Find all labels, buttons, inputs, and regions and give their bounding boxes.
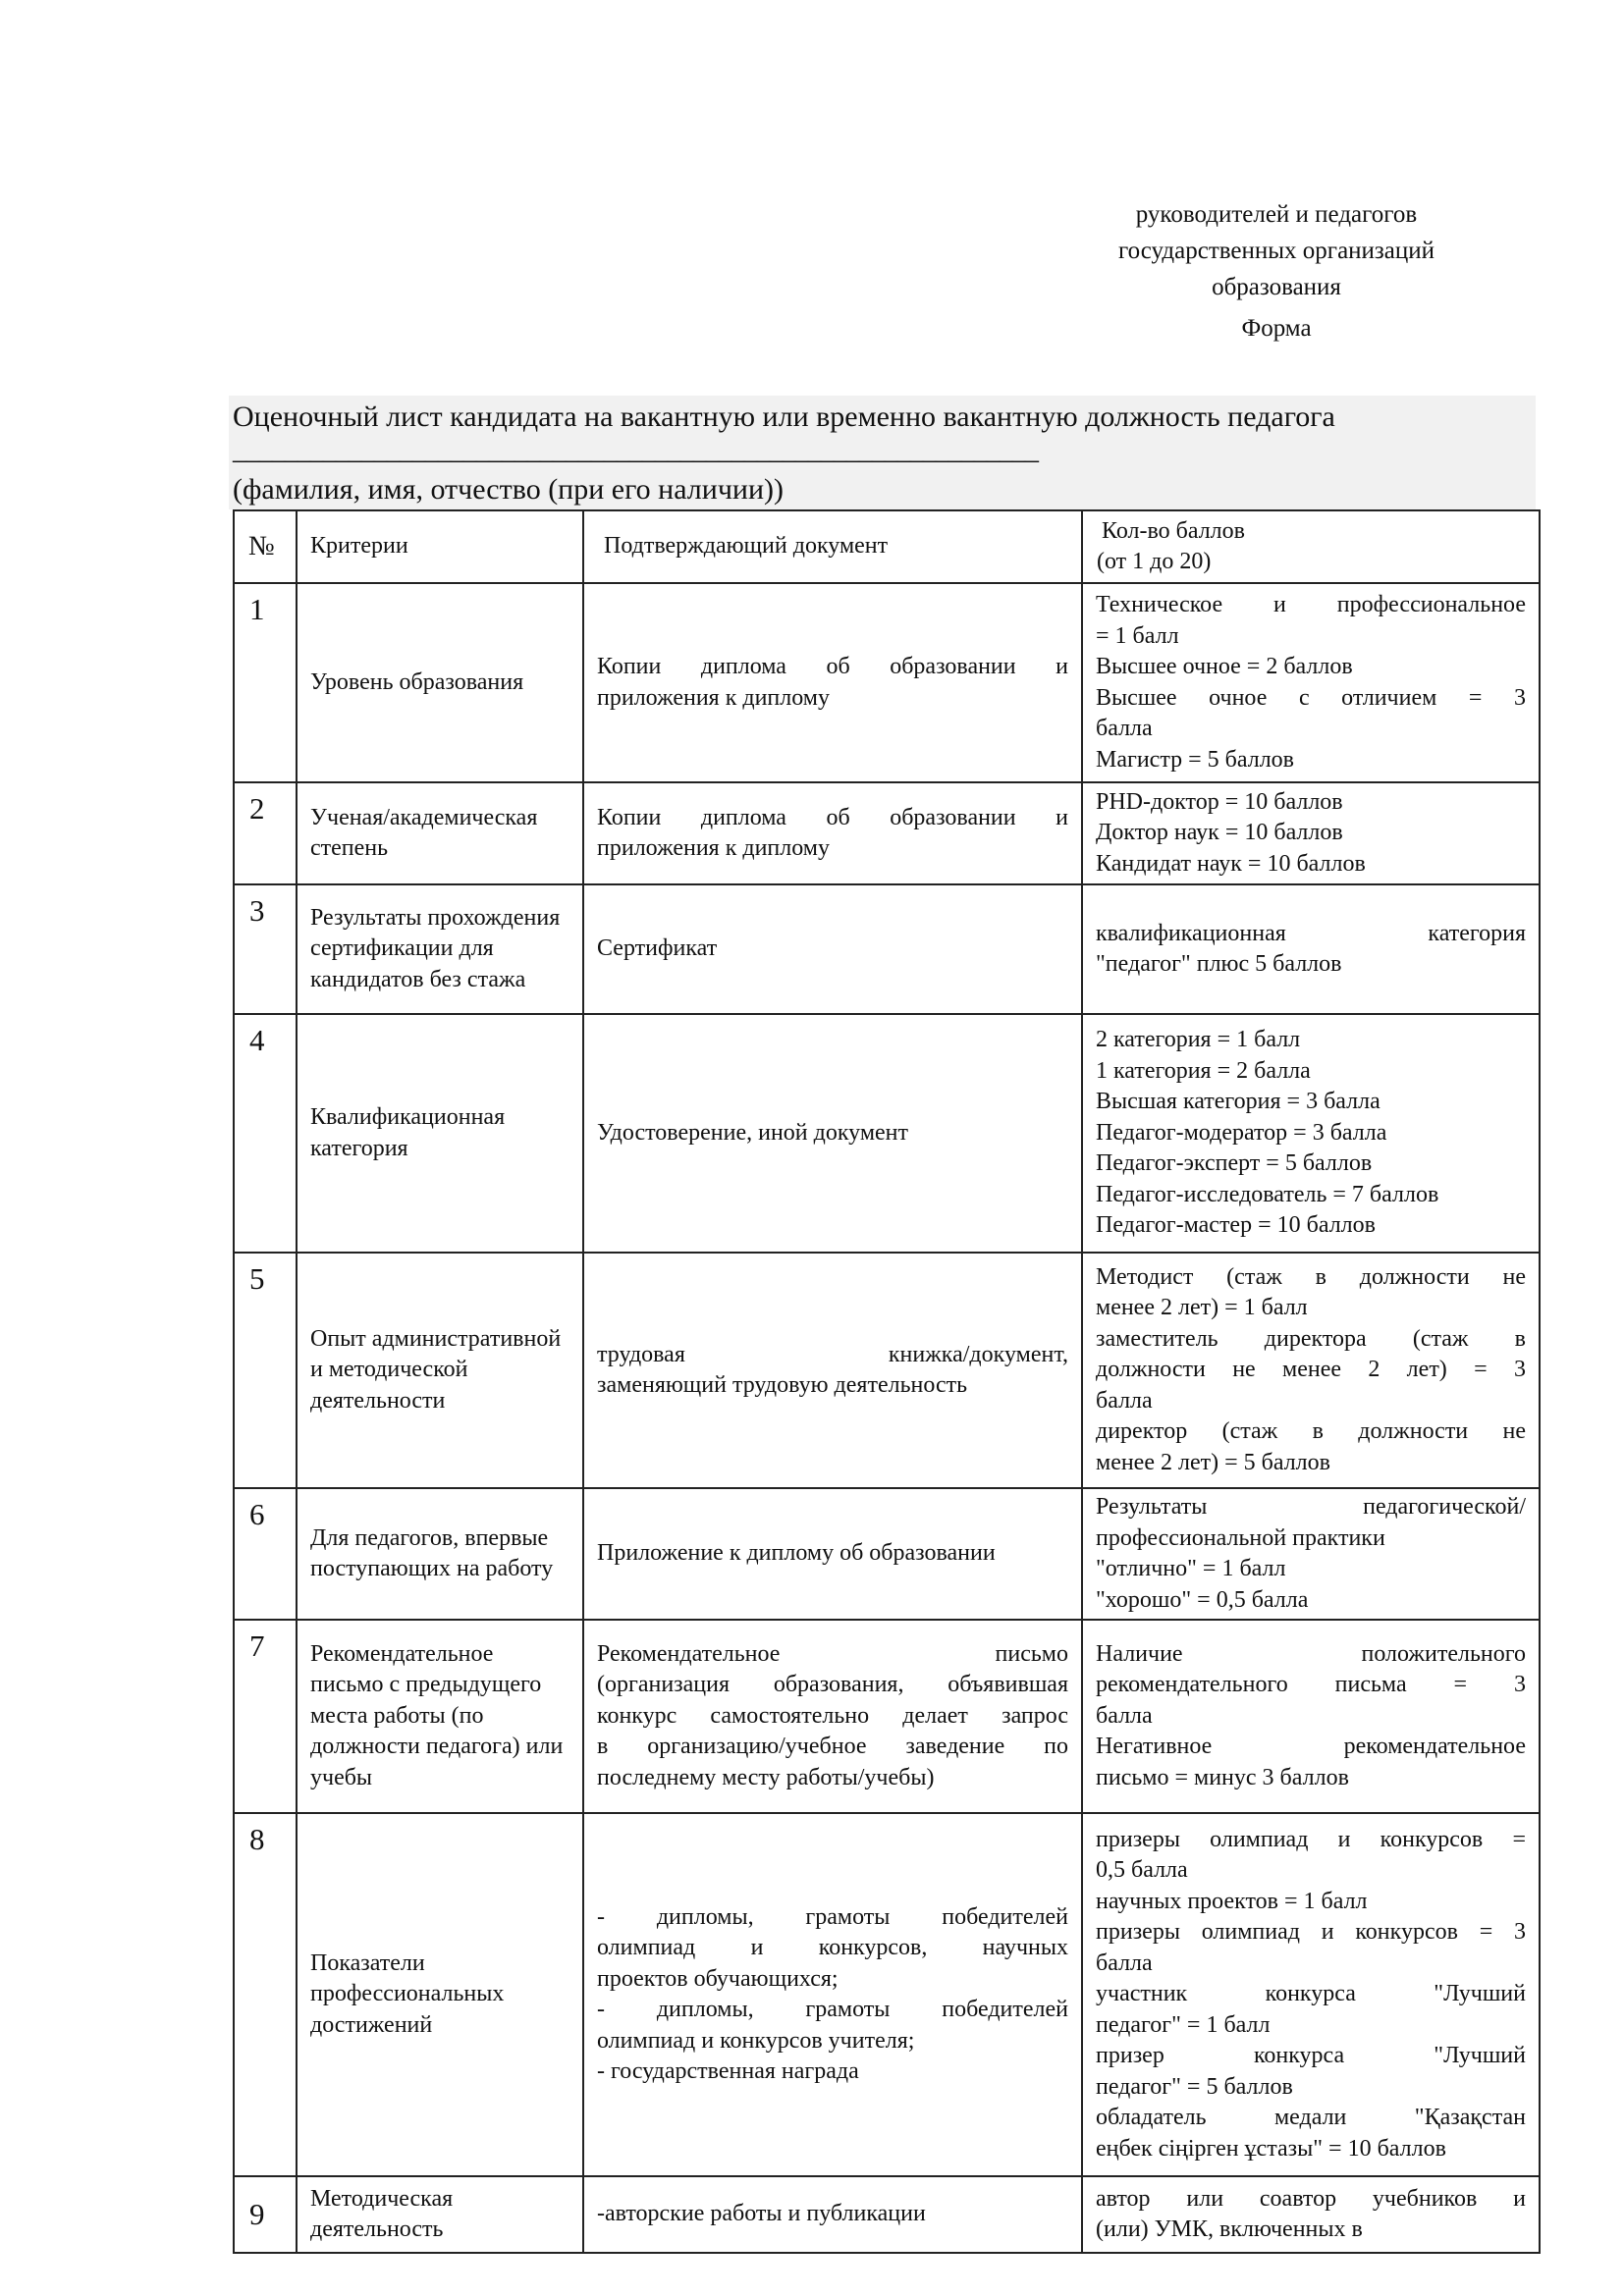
points-line: Педагог-исследователь = 7 баллов [1096, 1181, 1439, 1207]
points-line: менее 2 лет) = 1 балл [1096, 1295, 1308, 1321]
points-line: 1 категория = 2 балла [1096, 1057, 1311, 1084]
points-line: = 1 балл [1096, 622, 1179, 649]
points-line: Методист (стаж в должности не [1096, 1263, 1526, 1290]
points-line: должности не менее 2 лет) = 3 [1096, 1357, 1526, 1383]
table-row [234, 884, 1540, 1014]
document-line: проектов обучающихся; [597, 1965, 839, 1992]
points-line: автор или соавтор учебников и [1096, 2185, 1526, 2212]
points-cell [1082, 884, 1540, 1014]
header-document: Подтверждающий документ [583, 510, 1082, 583]
header-points [1082, 510, 1540, 583]
points-cell [1082, 782, 1540, 884]
points-cell [1082, 2176, 1540, 2253]
document-cell [583, 1813, 1082, 2176]
row-number: 2 [234, 782, 297, 884]
points-cell [1082, 1813, 1540, 2176]
points-line: призеры олимпиад и конкурсов = [1096, 1826, 1526, 1852]
document-line: в организацию/учебное заведение по [597, 1734, 1068, 1760]
points-line: (или) УМК, включенных в [1096, 2216, 1363, 2242]
document-line: -авторские работы и публикации [597, 2201, 926, 2227]
document-cell [583, 1488, 1082, 1620]
points-line: письмо = минус 3 баллов [1096, 1764, 1349, 1790]
points-line: балла [1096, 1387, 1153, 1414]
row-number: 1 [234, 583, 297, 782]
name-caption: (фамилия, имя, отчество (при его наличии)) [233, 473, 785, 506]
points-line: обладатель медали "Қазақстан [1096, 2105, 1526, 2131]
document-line: Рекомендательное письмо [597, 1640, 1068, 1667]
points-line: директор (стаж в должности не [1096, 1418, 1526, 1445]
document-line: олимпиад и конкурсов учителя; [597, 2027, 915, 2054]
points-line: балла [1096, 716, 1153, 741]
points-line: Результаты педагогической/ [1096, 1494, 1526, 1520]
criteria-cell: Методическая деятельность [297, 2176, 583, 2253]
points-line: рекомендательного письма = 3 [1096, 1672, 1526, 1698]
document-cell [583, 1253, 1082, 1488]
table-row [234, 2176, 1540, 2253]
document-line: Копии диплома об образовании и [597, 654, 1068, 679]
points-cell [1082, 1620, 1540, 1813]
criteria-cell: Рекомендательное письмо с предыдущего места работы (по должности педагога) или учебы [297, 1620, 583, 1813]
points-line: профессиональной практики [1096, 1524, 1385, 1551]
document-line: конкурс самостоятельно делает запрос [597, 1702, 1068, 1729]
name-underline: _______________________________________________________________ [233, 433, 1037, 465]
points-line: педагог" = 1 балл [1096, 2011, 1271, 2038]
points-cell [1082, 583, 1540, 782]
points-line: Техническое и профессиональное [1096, 592, 1526, 617]
row-number: 3 [234, 884, 297, 1014]
document-cell [583, 1620, 1082, 1813]
header-line-2: государственных организаций [1117, 238, 1435, 264]
points-line: научных проектов = 1 балл [1096, 1888, 1368, 1914]
row-number: 6 [234, 1488, 297, 1620]
document-line: приложения к диплому [597, 684, 830, 711]
table-row [234, 1488, 1540, 1620]
document-cell [583, 782, 1082, 884]
table-row [234, 1620, 1540, 1813]
form-label: Форма [1241, 315, 1312, 342]
table-row [234, 782, 1540, 884]
table-row [234, 1014, 1540, 1253]
header-points-line-1: Кол-во баллов [1102, 517, 1245, 544]
document-line: (организация образования, объявившая [597, 1672, 1068, 1698]
points-line: Педагог-эксперт = 5 баллов [1096, 1150, 1373, 1177]
points-line: менее 2 лет) = 5 баллов [1096, 1449, 1330, 1475]
points-line: Высшая категория = 3 балла [1096, 1089, 1380, 1115]
points-line: балла [1096, 1702, 1153, 1729]
document-line: Удостоверение, иной документ [597, 1119, 909, 1146]
document-line: Приложение к диплому об образовании [597, 1540, 996, 1567]
table-row [234, 1813, 1540, 2176]
sheet-title: Оценочный лист кандидата на вакантную или временно вакантную должность педагога [233, 400, 1335, 433]
points-line: "хорошо" = 0,5 балла [1096, 1586, 1309, 1613]
document-cell [583, 1014, 1082, 1253]
document-line: - дипломы, грамоты победителей [597, 1903, 1068, 1930]
points-line: еңбек сіңірген ұстазы" = 10 баллов [1096, 2135, 1446, 2162]
points-line: Доктор наук = 10 баллов [1096, 820, 1343, 846]
points-line: педагог" = 5 баллов [1096, 2073, 1293, 2100]
document-cell [583, 583, 1082, 782]
document-line: - государственная награда [597, 2058, 859, 2084]
document-line: последнему месту работы/учебы) [597, 1764, 935, 1790]
document-line: Сертификат [597, 935, 718, 962]
points-line: Педагог-мастер = 10 баллов [1096, 1212, 1376, 1239]
criteria-cell: Результаты прохождения сертификации для кандидатов без стажа [297, 884, 583, 1014]
document-line: приложения к диплому [597, 835, 830, 861]
header-num: № [234, 510, 297, 583]
points-line: "отлично" = 1 балл [1096, 1556, 1286, 1581]
points-line: Наличие положительного [1096, 1640, 1526, 1667]
points-cell [1082, 1014, 1540, 1253]
points-line: Магистр = 5 баллов [1096, 746, 1295, 773]
criteria-cell: Квалификационная категория [297, 1014, 583, 1253]
points-line: Негативное рекомендательное [1096, 1734, 1526, 1760]
points-line: Педагог-модератор = 3 балла [1096, 1119, 1387, 1146]
criteria-cell: Опыт административной и методической деятельности [297, 1253, 583, 1488]
points-line: Высшее очное = 2 баллов [1096, 654, 1353, 679]
criteria-cell: Показатели профессиональных достижений [297, 1813, 583, 2176]
header-line-3: образования [1212, 274, 1341, 300]
table-row [234, 583, 1540, 782]
document-header [1060, 196, 1492, 347]
points-cell [1082, 1488, 1540, 1620]
row-number: 5 [234, 1253, 297, 1488]
row-number: 7 [234, 1620, 297, 1813]
points-line: квалификационная категория [1096, 920, 1526, 946]
points-cell [1082, 1253, 1540, 1488]
document-line: олимпиад и конкурсов, научных [597, 1935, 1068, 1960]
points-line: 2 категория = 1 балл [1096, 1027, 1301, 1053]
criteria-cell: Уровень образования [297, 583, 583, 782]
points-line: призеры олимпиад и конкурсов = 3 [1096, 1919, 1526, 1946]
points-line: балла [1096, 1949, 1153, 1976]
document-line: трудовая книжка/документ, [597, 1341, 1068, 1367]
document-line: заменяющий трудовую деятельность [597, 1372, 968, 1398]
header-points-line-2: (от 1 до 20) [1097, 549, 1212, 574]
row-number: 8 [234, 1813, 297, 2176]
table-row [234, 1253, 1540, 1488]
points-line: PHD-доктор = 10 баллов [1096, 788, 1343, 815]
criteria-cell: Ученая/академическая степень [297, 782, 583, 884]
header-criteria: Критерии [297, 510, 583, 583]
points-line: Кандидат наук = 10 баллов [1096, 850, 1366, 877]
document-line: - дипломы, грамоты победителей [597, 1997, 1068, 2022]
evaluation-table [233, 509, 1541, 2254]
points-line: участник конкурса "Лучший [1096, 1981, 1526, 2007]
document-cell [583, 884, 1082, 1014]
table-header-row [234, 510, 1540, 583]
criteria-cell: Для педагогов, впервые поступающих на работу [297, 1488, 583, 1620]
row-number: 4 [234, 1014, 297, 1253]
document-cell [583, 2176, 1082, 2253]
points-line: заместитель директора (стаж в [1096, 1325, 1526, 1352]
row-number: 9 [234, 2176, 297, 2253]
title-band [229, 396, 1536, 509]
header-line-1: руководителей и педагогов [1135, 201, 1418, 228]
document-line: Копии диплома об образовании и [597, 804, 1068, 830]
points-line: Высшее очное с отличием = 3 [1096, 684, 1526, 711]
points-line: призер конкурса "Лучший [1096, 2043, 1526, 2069]
points-line: "педагог" плюс 5 баллов [1096, 951, 1342, 977]
points-line: 0,5 балла [1096, 1857, 1188, 1884]
